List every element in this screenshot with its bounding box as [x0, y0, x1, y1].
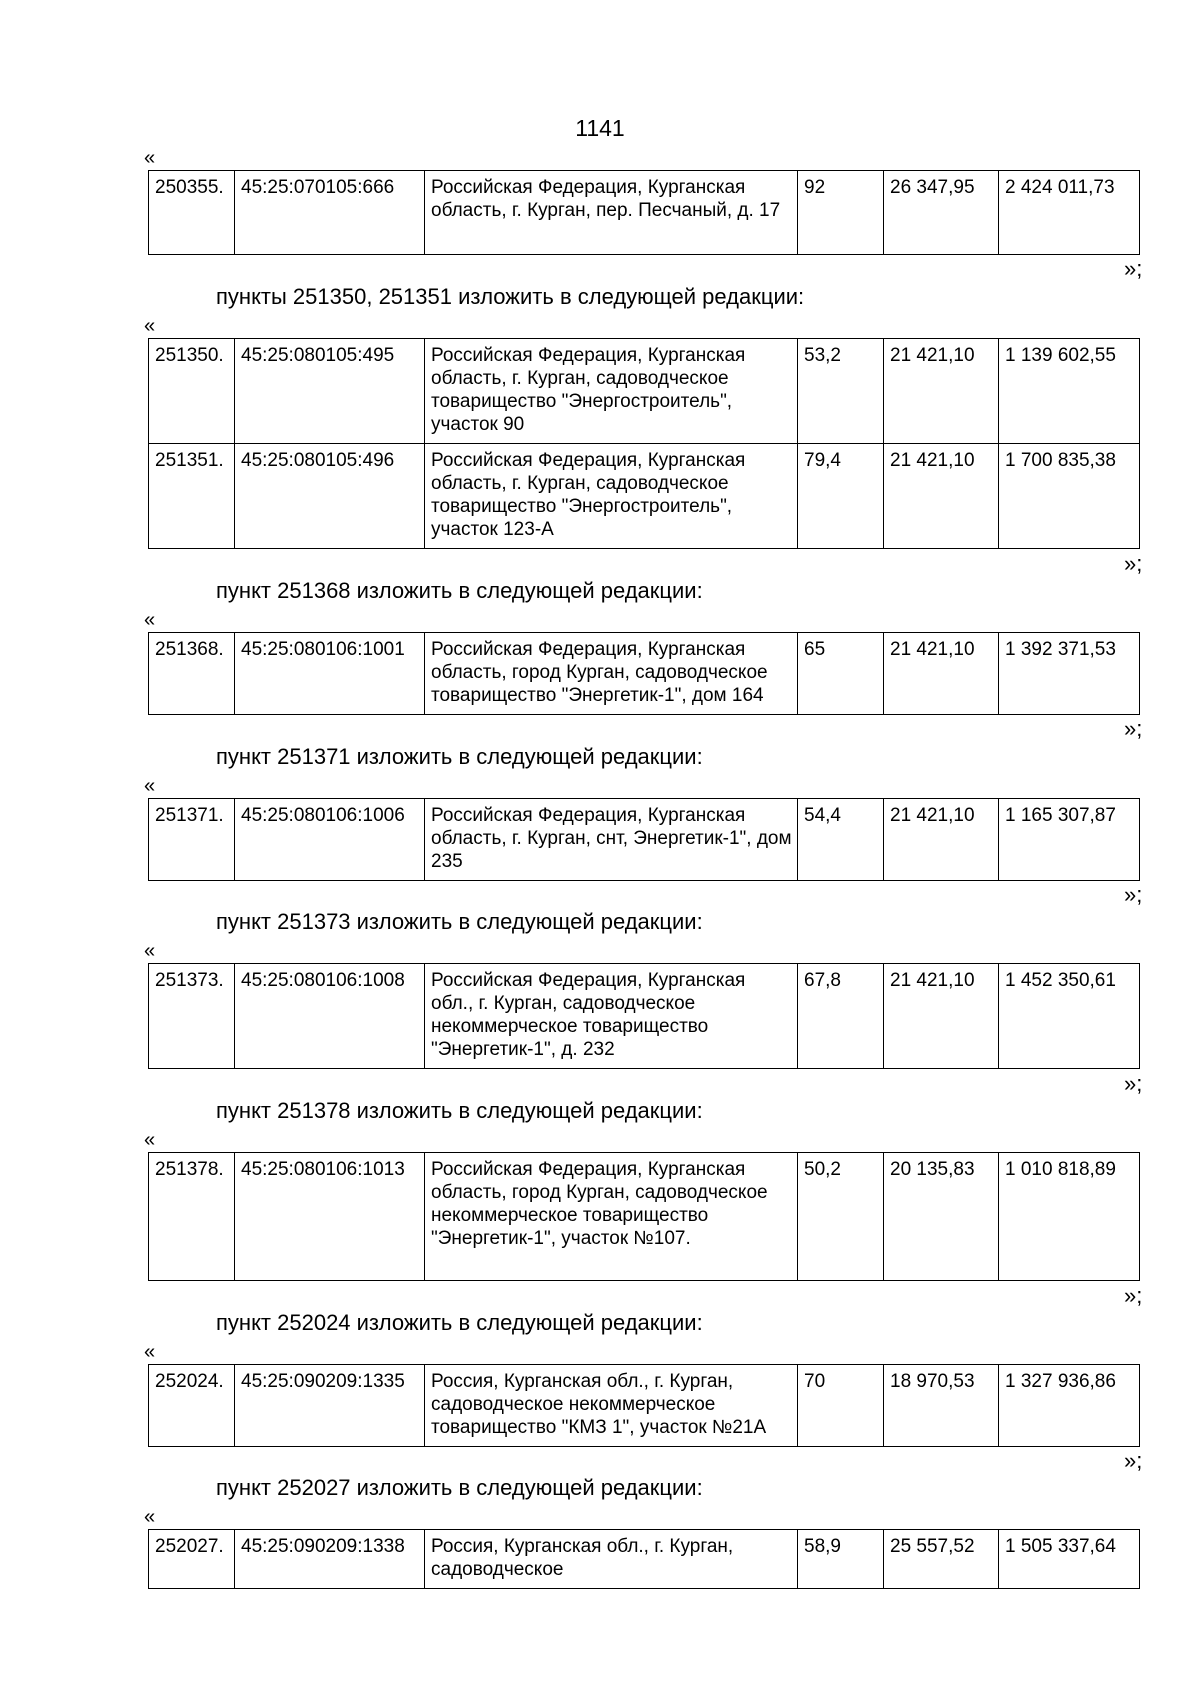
item-number: 251351.: [149, 444, 235, 549]
area: 79,4: [798, 444, 884, 549]
opening-quote: «: [144, 147, 156, 169]
instruction-252024: пункт 252024 изложить в следующей редакции:: [216, 1310, 703, 1335]
address: Российская Федерация, Курганская область, г. Курган, садоводческое товарищество "Энергостроитель", участок 123-А: [425, 444, 798, 549]
instruction-251378: пункт 251378 изложить в следующей редакции:: [216, 1098, 703, 1123]
item-number: 252027.: [149, 1530, 235, 1589]
amendment-table-251350: [148, 338, 1140, 549]
instruction-251373: пункт 251373 изложить в следующей редакции:: [216, 909, 703, 934]
unit-value: 21 421,10: [884, 444, 999, 549]
instruction-251350-251351: пункты 251350, 251351 изложить в следующей редакции:: [216, 284, 805, 309]
cadastral-value: 1 165 307,87: [999, 799, 1140, 881]
instruction-252027: пункт 252027 изложить в следующей редакции:: [216, 1475, 703, 1500]
closing-quote: »;: [1124, 256, 1143, 281]
unit-value: 18 970,53: [884, 1365, 999, 1447]
item-number: 251368.: [149, 633, 235, 715]
amendment-table-252024: [148, 1364, 1140, 1447]
cadastral-number: 45:25:080105:495: [235, 339, 425, 444]
cadastral-number: 45:25:090209:1335: [235, 1365, 425, 1447]
address: Россия, Курганская обл., г. Курган, садоводческое некоммерческое товарищество "КМЗ 1", участок №21А: [425, 1365, 798, 1447]
opening-quote: «: [144, 775, 156, 797]
cadastral-value: 2 424 011,73: [999, 171, 1140, 255]
opening-quote: «: [144, 1341, 156, 1363]
page-number: 1141: [575, 115, 625, 141]
cadastral-value: 1 452 350,61: [999, 964, 1140, 1069]
unit-value: 26 347,95: [884, 171, 999, 255]
table-row: [149, 1530, 1140, 1589]
closing-quote: »;: [1124, 1448, 1143, 1473]
unit-value: 21 421,10: [884, 339, 999, 444]
opening-quote: «: [144, 315, 156, 337]
opening-quote: «: [144, 609, 156, 631]
address: Россия, Курганская обл., г. Курган, садоводческое: [425, 1530, 798, 1589]
opening-quote: «: [144, 940, 156, 962]
amendment-table-252027: [148, 1529, 1140, 1589]
closing-quote: »;: [1124, 1283, 1143, 1308]
table-row: [149, 799, 1140, 881]
item-number: 251350.: [149, 339, 235, 444]
item-number: 250355.: [149, 171, 235, 255]
closing-quote: »;: [1124, 882, 1143, 907]
unit-value: 21 421,10: [884, 633, 999, 715]
opening-quote: «: [144, 1506, 156, 1528]
cadastral-number: 45:25:080106:1006: [235, 799, 425, 881]
area: 54,4: [798, 799, 884, 881]
area: 50,2: [798, 1153, 884, 1281]
cadastral-number: 45:25:090209:1338: [235, 1530, 425, 1589]
amendment-table-251368: [148, 632, 1140, 715]
address: Российская Федерация, Курганская область, г. Курган, пер. Песчаный, д. 17: [425, 171, 798, 255]
opening-quote: «: [144, 1129, 156, 1151]
table-row: [149, 444, 1140, 549]
instruction-251368: пункт 251368 изложить в следующей редакции:: [216, 578, 703, 603]
item-number: 251371.: [149, 799, 235, 881]
address: Российская Федерация, Курганская область, город Курган, садоводческое некоммерческое товарищество "Энергетик-1", участок №107.: [425, 1153, 798, 1281]
item-number: 251373.: [149, 964, 235, 1069]
cadastral-number: 45:25:070105:666: [235, 171, 425, 255]
closing-quote: »;: [1124, 551, 1143, 576]
amendment-table-251371: [148, 798, 1140, 881]
unit-value: 25 557,52: [884, 1530, 999, 1589]
cadastral-value: 1 010 818,89: [999, 1153, 1140, 1281]
table-row: [149, 633, 1140, 715]
area: 53,2: [798, 339, 884, 444]
cadastral-value: 1 392 371,53: [999, 633, 1140, 715]
amendment-table-251378: [148, 1152, 1140, 1281]
area: 58,9: [798, 1530, 884, 1589]
cadastral-number: 45:25:080106:1013: [235, 1153, 425, 1281]
area: 70: [798, 1365, 884, 1447]
instruction-251371: пункт 251371 изложить в следующей редакции:: [216, 744, 703, 769]
cadastral-number: 45:25:080105:496: [235, 444, 425, 549]
address: Российская Федерация, Курганская обл., г. Курган, садоводческое некоммерческое товарищество "Энергетик-1", д. 232: [425, 964, 798, 1069]
unit-value: 21 421,10: [884, 799, 999, 881]
unit-value: 21 421,10: [884, 964, 999, 1069]
cadastral-number: 45:25:080106:1008: [235, 964, 425, 1069]
amendment-table-251373: [148, 963, 1140, 1069]
table-row: [149, 964, 1140, 1069]
cadastral-value: 1 139 602,55: [999, 339, 1140, 444]
address: Российская Федерация, Курганская область, город Курган, садоводческое товарищество "Энергетик-1", дом 164: [425, 633, 798, 715]
table-row: [149, 171, 1140, 255]
amendment-table-250355: [148, 170, 1140, 255]
cadastral-value: 1 505 337,64: [999, 1530, 1140, 1589]
address: Российская Федерация, Курганская область, г. Курган, снт, Энергетик-1", дом 235: [425, 799, 798, 881]
area: 65: [798, 633, 884, 715]
cadastral-number: 45:25:080106:1001: [235, 633, 425, 715]
closing-quote: »;: [1124, 1071, 1143, 1096]
closing-quote: »;: [1124, 716, 1143, 741]
area: 92: [798, 171, 884, 255]
table-row: [149, 1153, 1140, 1281]
address: Российская Федерация, Курганская область, г. Курган, садоводческое товарищество "Энергостроитель", участок 90: [425, 339, 798, 444]
cadastral-value: 1 700 835,38: [999, 444, 1140, 549]
table-row: [149, 339, 1140, 444]
area: 67,8: [798, 964, 884, 1069]
table-row: [149, 1365, 1140, 1447]
item-number: 252024.: [149, 1365, 235, 1447]
cadastral-value: 1 327 936,86: [999, 1365, 1140, 1447]
unit-value: 20 135,83: [884, 1153, 999, 1281]
item-number: 251378.: [149, 1153, 235, 1281]
